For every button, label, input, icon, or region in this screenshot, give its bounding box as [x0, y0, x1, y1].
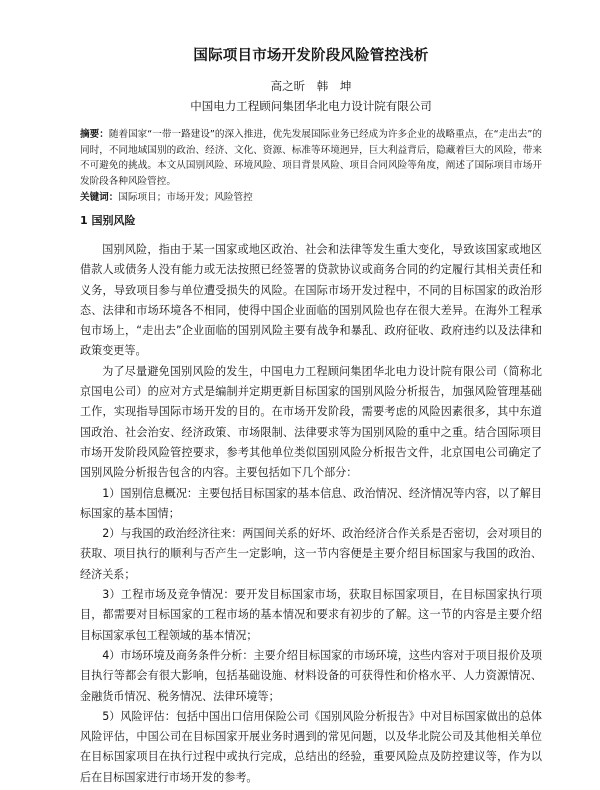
body-paragraph-2: 为了尽量避免国别风险的发生，中国电力工程顾问集团华北电力设计院有限公司（简称北京国电公司）的应对方式是编制并定期更新目标国家的国别风险分析报告，加强风险管理基础工作，实现指导国际市场开发的目的。在市场开发阶段，需要考虑的风险因素很多，其中东道国政治、社会治安、经济政策、市场限制、法律要求等为国别风险的重中之重。结合国际项目市场开发阶段风险管控要求，参考其他单位类似国别风险分析报告文件，北京国电公司确定了国别风险分析报告包含的内容。主要包括如下几个部分：: [80, 364, 542, 480]
keywords-label: 关键词：: [80, 192, 119, 203]
abstract-text: 随着国家“一带一路建设”的深入推进，优先发展国际业务已经成为许多企业的战略重点，在“走出去”的同时，不同地域国别的政治、经济、文化、资源、标准等环境迥异，巨大利益背后，隐藏着巨大的风险，带来不可避免的挑战。本文从国别风险、环境风险、项目背景风险、项目合同风险等角度，阐述了国际项目市场开发阶段各种风险管控。: [80, 129, 543, 187]
list-item-1: 1）国别信息概况：主要包括目标国家的基本信息、政治情况、经济情况等内容，以了解目标国家的基本国情；: [80, 486, 542, 520]
abstract-label: 摘要：: [80, 129, 109, 140]
paper-title: 国际项目市场开发阶段风险管控浅析: [193, 48, 429, 64]
list-item-3: 3）工程市场及竞争情况：要开发目标国家市场，获取目标国家项目，在目标国家执行项目，都需要对目标国家的工程市场的基本情况和要求有初步的了解。这一节的内容是主要介绍目标国家承包工程领域的基本情况；: [80, 588, 542, 642]
paper-authors: 高之昕 韩 坤: [270, 79, 352, 93]
keywords: [80, 190, 542, 205]
list-item-2: 2）与我国的政治经济往来：两国间关系的好坏、政治经济合作关系是否密切，会对项目的获取、项目执行的顺利与否产生一定影响，这一节内容便是主要介绍目标国家与我国的政治、经济关系；: [80, 527, 542, 581]
paper-affiliation: 中国电力工程顾问集团华北电力设计院有限公司: [190, 99, 432, 113]
body-paragraph-1: 国别风险，指由于某一国家或地区政治、社会和法律等发生重大变化，导致该国家或地区借款人或债务人没有能力或无法按照已经签署的贷款协议或商务合同的约定履行其相关责任和义务，导致项目参与单位遭受损失的风险。在国际市场开发过程中，不同的目标国家的政治形态、法律和市场环境各不相同，使得中国企业面临的国别风险也存在很大差异。在海外工程承包市场上，“走出去”企业面临的国别风险主要有战争和暴乱、政府征收、政府违约以及法律和政策变更等。: [80, 243, 542, 358]
list-item-5: 5）风险评估：包括中国出口信用保险公司《国别风险分析报告》中对目标国家做出的总体风险评估，中国公司在目标国家开展业务时遇到的常见问题，以及华北院公司及其他相关单位在目标国家项目在执行过程中或执行完成，总结出的经验，重要风险点及防控建议等，作为以后在目标国家进行市场开发的参考。: [80, 709, 542, 784]
abstract: [80, 127, 542, 189]
section-heading-1: 1 国别风险: [80, 214, 136, 227]
keywords-text: 国际项目；市场开发；风险管控: [118, 192, 253, 203]
list-item-4: 4）市场环境及商务条件分析：主要介绍目标国家的市场环境，这些内容对于项目报价及项目执行等都会有很大影响，包括基础设施、材料设备的可获得性和价格水平、人力资源情况、金融货币情况、税务情况、法律环境等；: [80, 648, 542, 703]
